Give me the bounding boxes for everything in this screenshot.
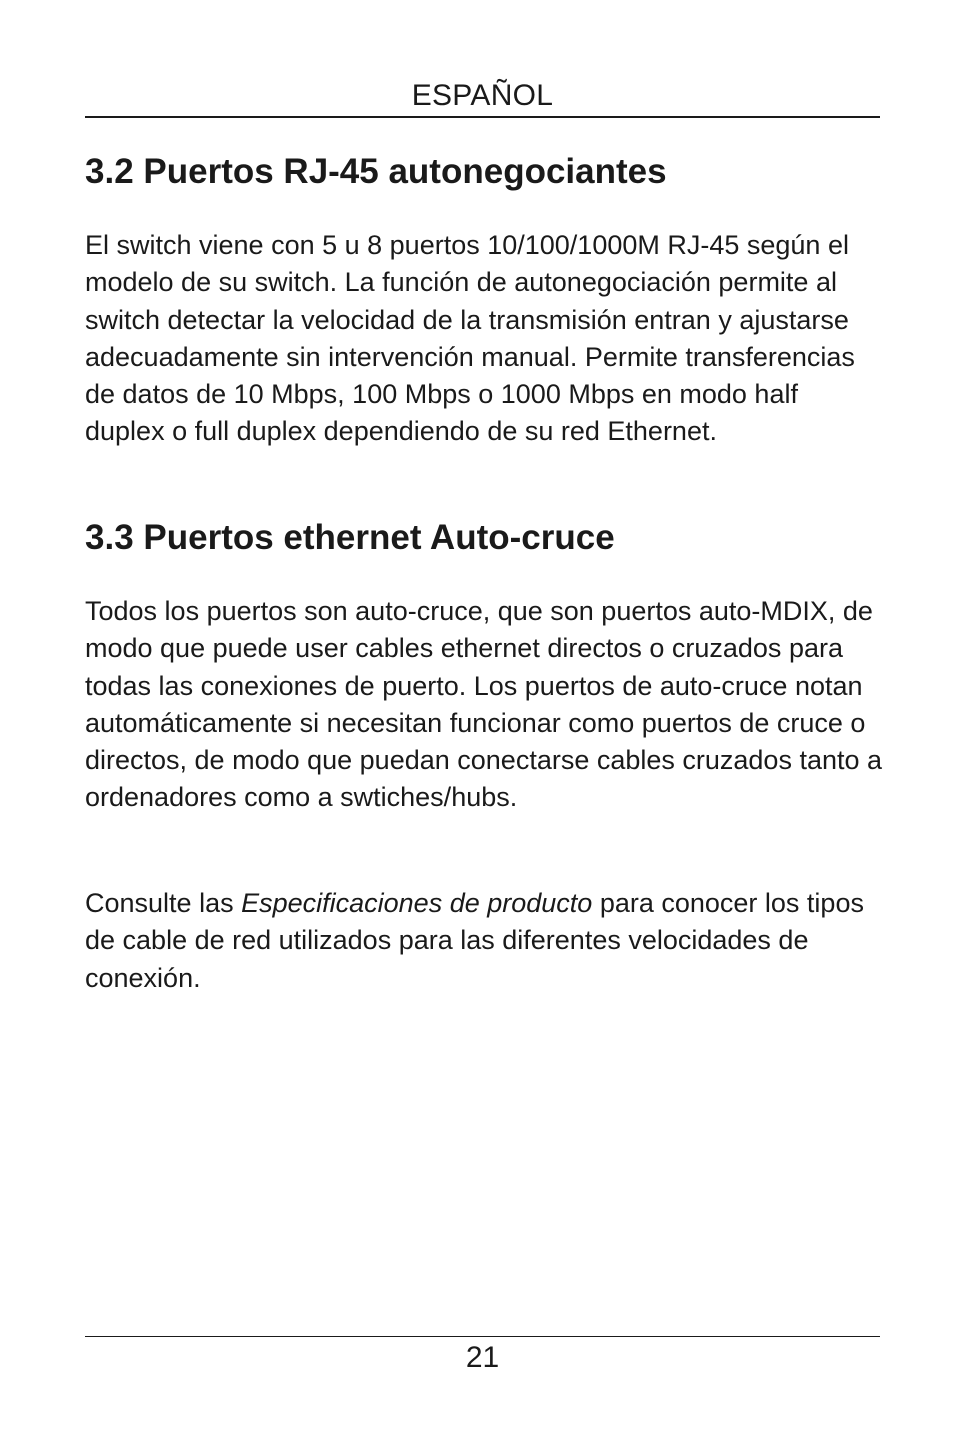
section-title-auto-crossover: 3.3 Puertos ethernet Auto-cruce [85,518,615,557]
footer-rule [85,1336,880,1337]
section-title-rj45-autonegotiation: 3.2 Puertos RJ-45 autonegociantes [85,152,667,191]
product-specs-note [85,885,885,997]
note-text-after: para conocer los tipos de cable de red utilizados para las diferentes velocidades de conexión. [85,888,864,993]
note-emphasis-specifications: Especificaciones de producto [241,888,593,918]
language-header: ESPAÑOL [411,79,554,112]
page-number: 21 [465,1341,500,1374]
section-body-auto-crossover: Todos los puertos son auto-cruce, que son puertos auto-MDIX, de modo que puede user cables ethernet directos o cruzados para todas las conexiones de puerto. Los puertos de auto-cruce notan automáticamente si necesitan funcionar como puertos de cruce o directos, de modo que puedan conectarse cables cruzados tanto a ordenadores como a swtiches/hubs. [85,596,883,813]
header-rule [85,116,880,118]
section-body-rj45-autonegotiation: El switch viene con 5 u 8 puertos 10/100/1000M RJ-45 según el modelo de su switch. La función de autonegociación permite al switch detectar la velocidad de la transmisión entran y ajustarse adecuadamente sin intervención manual. Permite transferencias de datos de 10 Mbps, 100 Mbps o 1000 Mbps en modo half duplex o full duplex dependiendo de su red Ethernet. [85,230,855,447]
note-text-before: Consulte las [85,888,242,918]
manual-page [85,0,883,1433]
